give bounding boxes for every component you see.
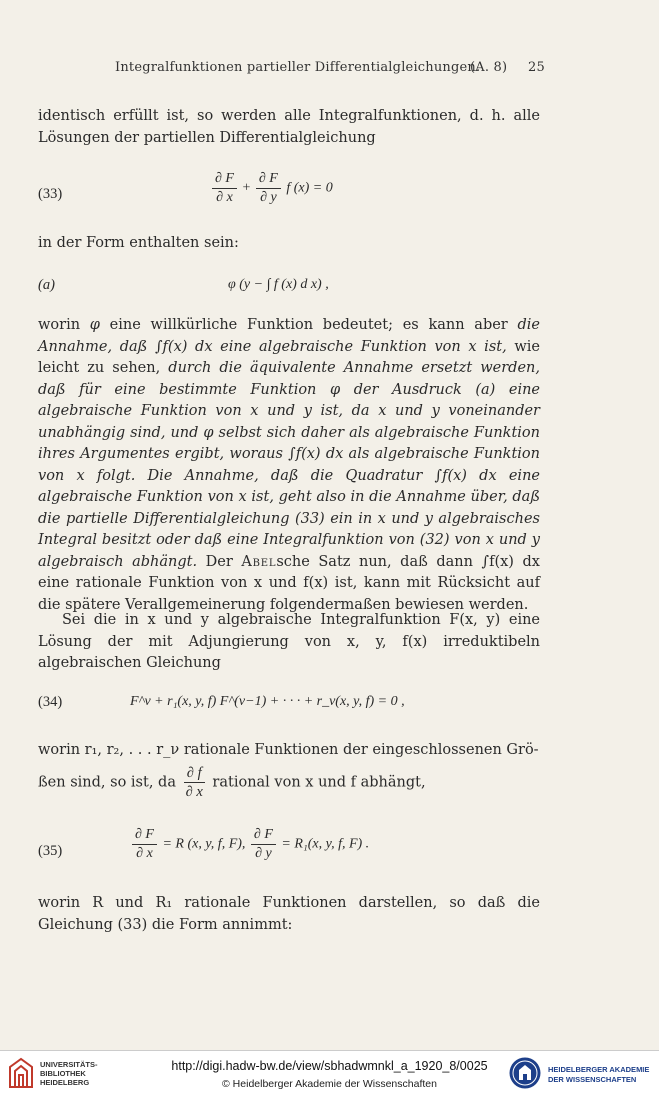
paragraph-form: in der Form enthalten sein: [38,235,239,251]
equation-35: $\frac{\partial F}{\partial x}$ = R (x, y, f, F), $\frac{\partial F}{\partial y}$ = R₁(x, y, f, F) . [130,826,369,863]
paragraph-lemma: Sei die in x und y algebraische Integralfunktion F(x, y) eine Lösung der mit Adjungierung von x, y, f(x) irreduktibeln algebraischen Gleichung [38,612,540,671]
copyright-notice: © Heidelberger Akademie der Wissenschaften [222,1078,437,1090]
page-number: 25 [528,60,545,75]
academy-logo[interactable] [508,1056,656,1092]
paragraph-main: worin φ eine willkürliche Funktion bedeutet; es kann aber die Annahme, daß ∫f(x) dx eine algebraische Funktion von x ist, wie leicht zu sehen, durch die äquivalente Annahme ersetzt werden, daß für eine bestimmte Funktion φ der Ausdruck (a) eine algebraische Funktion von x und y ist, da x und y voneinander unabhängig sind, und φ selbst sich daher als algebraische Funktion ihres Argumentes ergibt, woraus ∫f(x) dx als algebraische Funktion von x folgt. Die Annahme, daß die Quadratur ∫f(x) dx eine algebraische Funktion von x ist, geht also in die Annahme über, daß die partielle Differentialgleichung (33) ein in x und y algebraisches Integral besitzt oder daß eine Integralfunktion von (32) von x und y algebraisch abhängt. Der Abelsche Satz nun, daß dann ∫f(x) dx eine rationale Funktion von x und f(x) ist, kann mit Rücksicht auf die spätere Verallgemeinerung folgendermaßen bewiesen werden. [38,317,540,613]
equation-34-number: (34) [38,694,63,710]
equation-a-number: (a) [38,277,55,293]
equation-35-number: (35) [38,843,63,859]
paragraph-worin: worin r₁, r₂, . . . r_ν rationale Funktionen der eingeschlossenen Grö- ßen sind, so ist, da $\frac{\partial f}{\partial x}$ rational von x und f abhängt, [38,742,539,800]
section-ref: (A. 8) [470,60,508,75]
fraction-dF-dx-35: $\frac{\partial F}{\partial x}$ [132,826,157,863]
fraction-dF-dx: $\frac{\partial F}{\partial x}$ [212,170,237,207]
equation-33-number: (33) [38,186,63,202]
academy-label: HEIDELBERGER AKADEMIE DER WISSENSCHAFTEN [548,1065,650,1084]
running-title: Integralfunktionen partieller Differentialgleichungen. [115,60,481,75]
fraction-dF-dy-35: $\frac{\partial F}{\partial y}$ [251,826,276,863]
academy-seal-icon [508,1056,542,1090]
equation-a: φ (y − ∫ f (x) d x) , [228,277,329,292]
equation-34: F^ν + r₁(x, y, f) F^(ν−1) + · · · + r_ν(x, y, f) = 0 , [130,694,405,709]
fraction-dF-dy: $\frac{\partial F}{\partial y}$ [256,170,281,207]
paragraph-intro: identisch erfüllt ist, so werden alle Integralfunktionen, d. h. alle Lösungen der partiellen Differentialgleichung [38,108,540,146]
library-label: UNIVERSITÄTS- BIBLIOTHEK HEIDELBERG [40,1060,98,1087]
running-header [115,60,545,75]
paragraph-closing: worin R und R₁ rationale Funktionen darstellen, so daß die Gleichung (33) die Form annimmt: [38,895,540,933]
permalink-url[interactable]: http://digi.hadw-bw.de/view/sbhadwmnkl_a_1920_8/0025 [171,1059,488,1073]
fraction-df-dx: $\frac{\partial f}{\partial x}$ [185,764,203,800]
equation-33: $\frac{\partial F}{\partial x}$ + $\frac{\partial F}{\partial y}$ f (x) = 0 [210,170,333,207]
viewer-footer [0,1050,659,1096]
